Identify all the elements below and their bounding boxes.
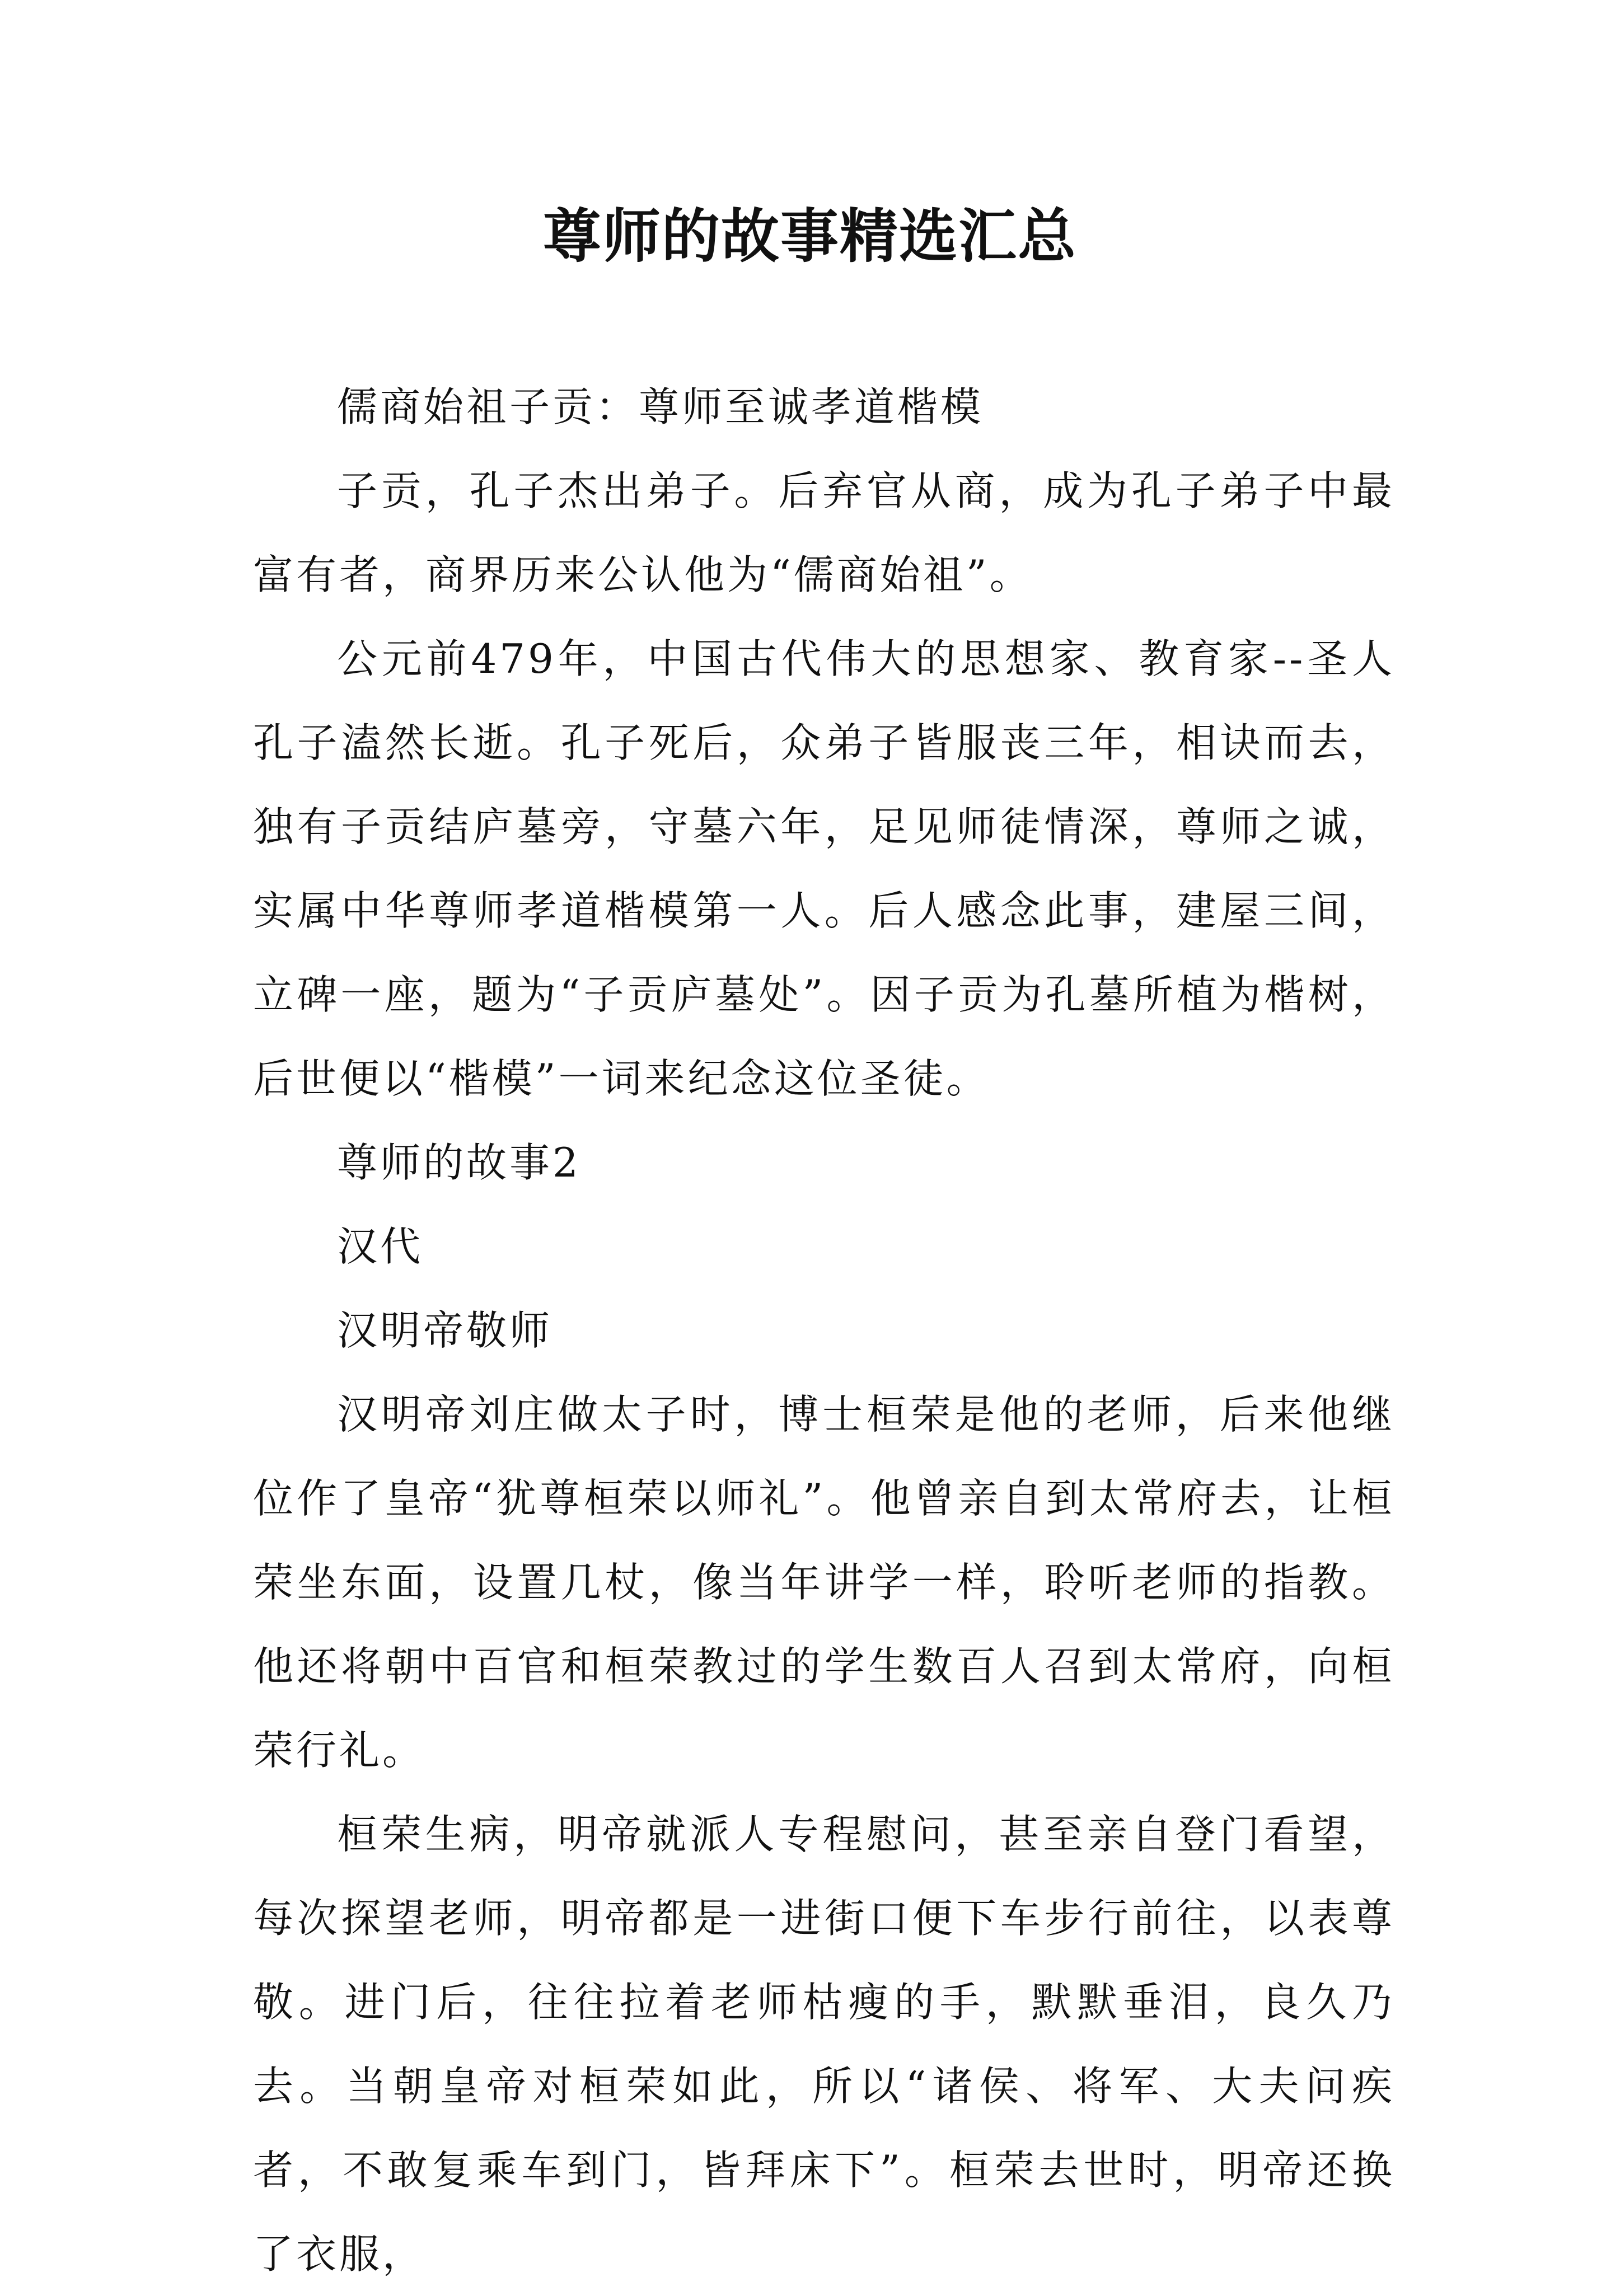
paragraph-heading-story-2: 尊师的故事2 — [337, 1139, 581, 1186]
paragraph-heading-era: 汉代 — [337, 1223, 424, 1270]
paragraph: 汉明帝刘庄做太子时，博士桓荣是他的老师，后来他继位作了皇帝“犹尊桓荣以师礼”。他曾亲自到太常府去，让桓荣坐东面，设置几杖，像当年讲学一样，聆听老师的指教。他还将朝中百官和桓荣教过的学生数百人召到太常府，向桓荣行礼。 — [253, 1391, 1395, 1774]
paragraph: 子贡，孔子杰出弟子。后弃官从商，成为孔子弟子中最富有者，商界历来公认他为“儒商始祖”。 — [253, 467, 1395, 598]
document-title: 尊师的故事精选汇总 — [542, 202, 1077, 270]
document-body — [253, 365, 1395, 2296]
paragraph: 桓荣生病，明帝就派人专程慰问，甚至亲自登门看望，每次探望老师，明帝都是一进街口便下车步行前往，以表尊敬。进门后，往往拉着老师枯瘦的手，默默垂泪，良久乃去。当朝皇帝对桓荣如此，所以“诸侯、将军、大夫问疾者，不敢复乘车到门，皆拜床下”。桓荣去世时，明帝还换了衣服， — [253, 1811, 1395, 2278]
paragraph-heading-han-mingdi: 汉明帝敬师 — [337, 1307, 553, 1354]
paragraph: 公元前479年，中国古代伟大的思想家、教育家--圣人孔子溘然长逝。孔子死后，众弟子皆服丧三年，相诀而去，独有子贡结庐墓旁，守墓六年，足见师徒情深，尊师之诚，实属中华尊师孝道楷模第一人。后人感念此事，建屋三间，立碑一座，题为“子贡庐墓处”。因子贡为孔墓所植为楷树，后世便以“楷模”一词来纪念这位圣徒。 — [253, 635, 1395, 1102]
paragraph-heading-zigong: 儒商始祖子贡：尊师至诚孝道楷模 — [337, 383, 984, 430]
